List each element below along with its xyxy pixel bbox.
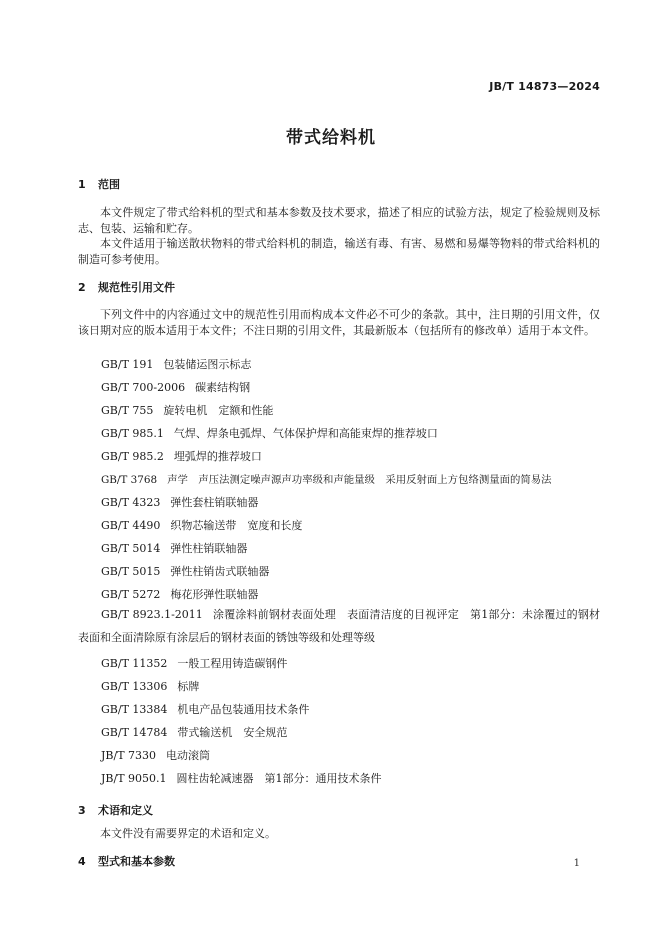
reference-item: [101, 357, 601, 373]
reference-code: GB/T 13306: [101, 680, 168, 693]
reference-code: GB/T 4490: [101, 519, 161, 532]
reference-title: 电动滚筒: [166, 749, 211, 762]
reference-title: 弹性套柱销联轴器: [170, 496, 259, 509]
scope-paragraph-1: 本文件规定了带式给料机的型式和基本参数及技术要求，描述了相应的试验方法，规定了检验规则及标志、包装、运输和贮存。: [78, 206, 600, 235]
reference-item: [101, 403, 601, 419]
reference-title: 弹性柱销齿式联轴器: [170, 565, 270, 578]
reference-code: GB/T 985.1: [101, 427, 164, 440]
reference-item: [101, 587, 601, 603]
reference-code: GB/T 11352: [101, 657, 168, 670]
page-number: 1: [573, 858, 580, 869]
section-title: 型式和基本参数: [98, 855, 175, 868]
reference-title: 标牌: [177, 680, 200, 693]
section-title: 规范性引用文件: [98, 281, 175, 294]
reference-code: JB/T 9050.1: [101, 772, 167, 785]
reference-title: 旋转电机 定额和性能: [163, 404, 274, 417]
section-number: 4: [78, 855, 86, 868]
reference-item: [101, 702, 601, 718]
reference-code: GB/T 755: [101, 404, 154, 417]
section-number: 1: [78, 178, 86, 191]
reference-item: [101, 426, 601, 442]
reference-item: [101, 449, 601, 465]
reference-item: [101, 725, 601, 741]
reference-title: 圆柱齿轮减速器 第1部分：通用技术条件: [176, 772, 382, 785]
reference-code: JB/T 7330: [101, 749, 157, 762]
section-heading-scope: [78, 176, 120, 192]
reference-item: [101, 380, 601, 396]
reference-title: 碳素结构钢: [195, 381, 251, 394]
reference-code: GB/T 13384: [101, 703, 168, 716]
references-intro: 下列文件中的内容通过文中的规范性引用而构成本文件必不可少的条款。其中，注日期的引用文件，仅该日期对应的版本适用于本文件；不注日期的引用文件，其最新版本（包括所有的修改单）适用于本文件。: [78, 308, 600, 337]
reference-title: 梅花形弹性联轴器: [170, 588, 259, 601]
reference-title: 包装储运图示标志: [163, 358, 252, 371]
scope-paragraph-2: 本文件适用于输送散状物料的带式给料机的制造，输送有毒、有害、易燃和易爆等物料的带式给料机的制造可参考使用。: [78, 237, 600, 266]
reference-item: [101, 564, 601, 580]
reference-title: 声学 声压法测定噪声源声功率级和声能量级 采用反射面上方包络测量面的简易法: [167, 474, 552, 486]
reference-item: [101, 656, 601, 672]
reference-code: GB/T 3768: [101, 474, 158, 486]
section-title: 范围: [98, 178, 120, 191]
reference-item: [101, 472, 601, 488]
reference-title: 机电产品包装通用技术条件: [177, 703, 310, 716]
reference-code: GB/T 8923.1-2011: [101, 608, 203, 621]
standard-code: JB/T 14873—2024: [489, 80, 600, 93]
reference-title: 织物芯输送带 宽度和长度: [170, 519, 303, 532]
document-title: 带式给料机: [286, 128, 376, 148]
reference-title: 埋弧焊的推荐坡口: [173, 450, 262, 463]
section-number: 3: [78, 804, 86, 817]
reference-item: [101, 495, 601, 511]
reference-item: [101, 679, 601, 695]
reference-code: GB/T 985.2: [101, 450, 164, 463]
reference-code: GB/T 4323: [101, 496, 161, 509]
section-number: 2: [78, 281, 86, 294]
reference-item: [101, 518, 601, 534]
reference-code: GB/T 5272: [101, 588, 161, 601]
reference-code: GB/T 5015: [101, 565, 161, 578]
reference-title: 一般工程用铸造碳钢件: [177, 657, 288, 670]
reference-item: [78, 603, 600, 649]
reference-title: 涂覆涂料前钢材表面处理 表面清洁度的目视评定 第1部分：未涂覆过的钢材表面和全面清除原有涂层后的钢材表面的锈蚀等级和处理等级: [78, 608, 600, 644]
reference-item: [101, 541, 601, 557]
section-heading-normative-references: [78, 279, 175, 295]
reference-title: 弹性柱销联轴器: [170, 542, 248, 555]
reference-title: 带式输送机 安全规范: [177, 726, 288, 739]
section-title: 术语和定义: [98, 804, 153, 817]
section-heading-terms: [78, 802, 153, 818]
reference-code: GB/T 14784: [101, 726, 168, 739]
reference-code: GB/T 700-2006: [101, 381, 186, 394]
reference-item: [101, 771, 601, 787]
section-heading-types-parameters: [78, 853, 175, 869]
reference-code: GB/T 5014: [101, 542, 161, 555]
terms-paragraph: 本文件没有需要界定的术语和定义。: [100, 827, 276, 840]
reference-code: GB/T 191: [101, 358, 154, 371]
reference-title: 气焊、焊条电弧焊、气体保护焊和高能束焊的推荐坡口: [173, 427, 438, 440]
reference-item: [101, 748, 601, 764]
